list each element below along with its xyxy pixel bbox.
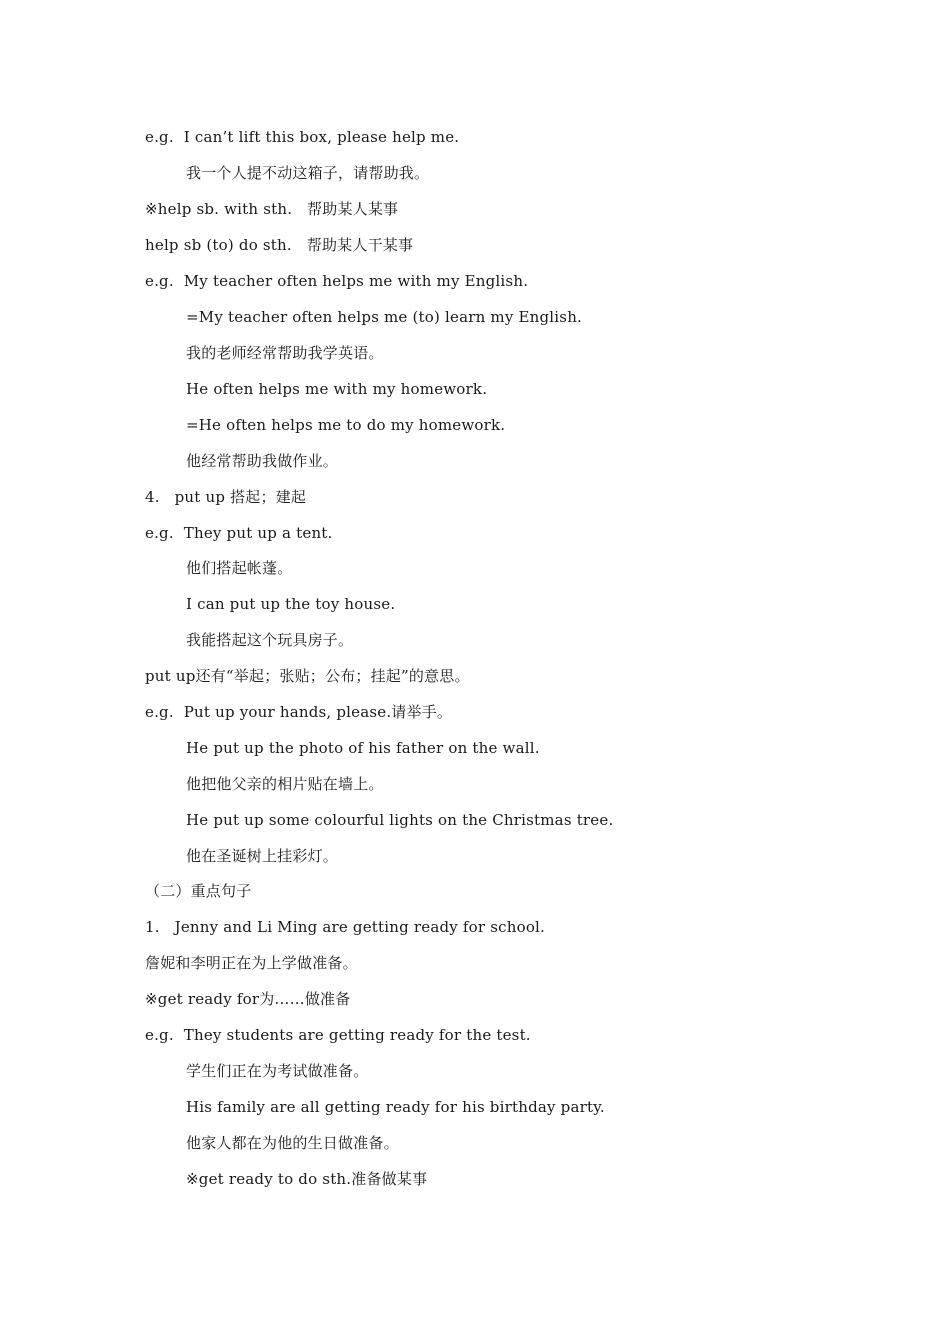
text-line: 我能搭起这个玩具房子。 [186, 631, 354, 649]
text-line: He put up some colourful lights on the Christmas tree. [186, 811, 614, 829]
text-line: e.g. Put up your hands, please.请举手。 [145, 703, 453, 721]
text-line: 我一个人提不动这箱子，请帮助我。 [186, 164, 430, 182]
text-line: help sb (to) do sth. 帮助某人干某事 [145, 236, 414, 254]
text-line: 他家人都在为他的生日做准备。 [186, 1134, 399, 1152]
text-line: 詹妮和李明正在为上学做准备。 [145, 954, 358, 972]
text-line: ※get ready to do sth.准备做某事 [186, 1170, 428, 1188]
text-line: I can put up the toy house. [186, 595, 396, 613]
text-line: =He often helps me to do my homework. [186, 416, 506, 434]
text-line: 1. Jenny and Li Ming are getting ready for school. [145, 918, 546, 936]
text-line: His family are all getting ready for his birthday party. [186, 1098, 605, 1116]
section-heading: 4. put up 搭起；建起 [145, 488, 307, 506]
text-line: 他在圣诞树上挂彩灯。 [186, 847, 339, 865]
text-line: 他经常帮助我做作业。 [186, 452, 339, 470]
text-line: e.g. I can’t lift this box, please help me. [145, 128, 460, 146]
text-line: =My teacher often helps me (to) learn my English. [186, 308, 583, 326]
text-line: put up还有“举起；张贴；公布；挂起”的意思。 [145, 667, 470, 685]
text-line: 他把他父亲的相片贴在墙上。 [186, 775, 384, 793]
text-line: e.g. They students are getting ready for the test. [145, 1026, 531, 1044]
text-line: 他们搭起帐蓬。 [186, 559, 293, 577]
text-line: ※get ready for为……做准备 [145, 990, 351, 1008]
text-line: e.g. My teacher often helps me with my English. [145, 272, 529, 290]
text-line: 学生们正在为考试做准备。 [186, 1062, 369, 1080]
section-heading: （二）重点句子 [145, 882, 252, 900]
text-line: 我的老师经常帮助我学英语。 [186, 344, 384, 362]
text-line: He often helps me with my homework. [186, 380, 488, 398]
text-line: e.g. They put up a tent. [145, 524, 333, 542]
text-line: He put up the photo of his father on the wall. [186, 739, 540, 757]
text-line: ※help sb. with sth. 帮助某人某事 [145, 200, 399, 218]
